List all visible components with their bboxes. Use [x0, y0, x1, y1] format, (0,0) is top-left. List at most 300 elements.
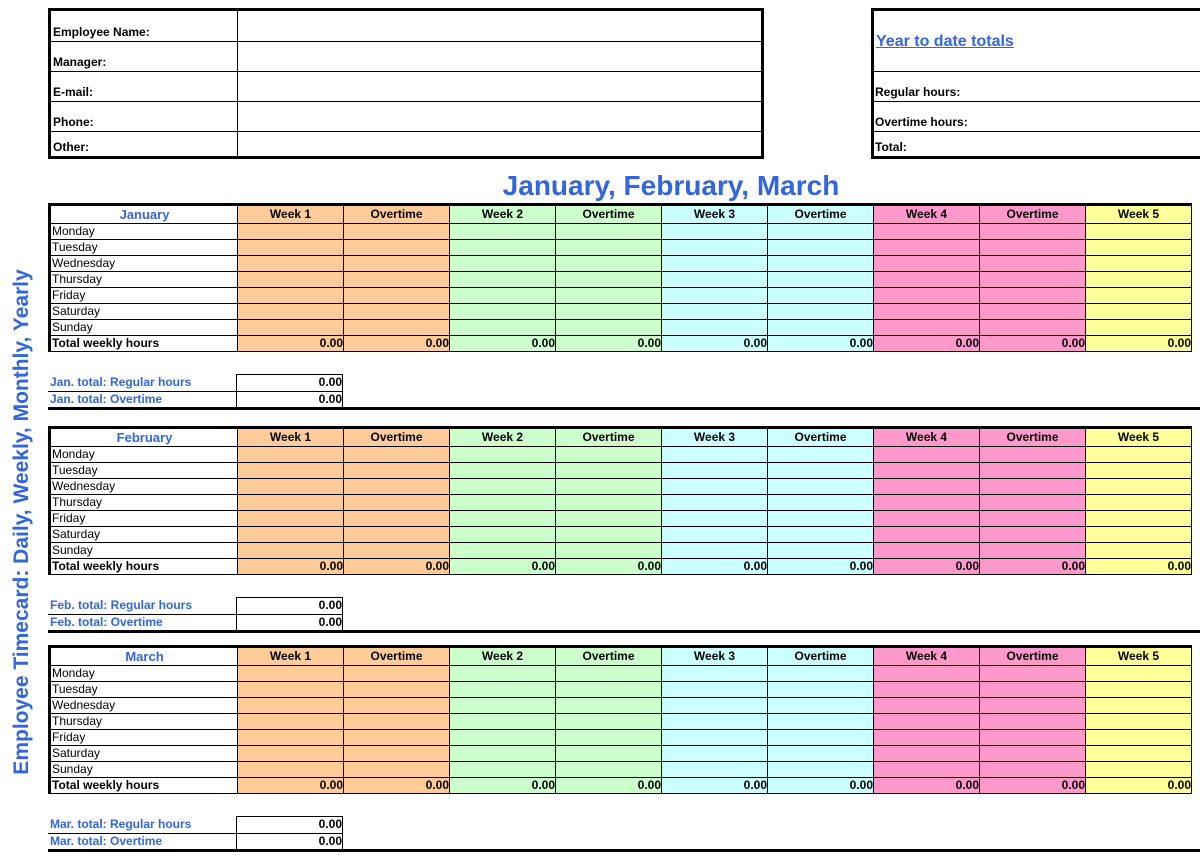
hours-cell[interactable]: [238, 288, 344, 304]
hours-cell[interactable]: [450, 666, 556, 682]
hours-cell[interactable]: [874, 714, 980, 730]
hours-cell[interactable]: [450, 240, 556, 256]
hours-cell[interactable]: [768, 746, 874, 762]
hours-cell[interactable]: [238, 511, 344, 527]
hours-cell[interactable]: [980, 224, 1086, 240]
ytd-link[interactable]: Year to date totals: [876, 33, 1014, 50]
hours-cell[interactable]: [768, 479, 874, 495]
column-header: Overtime: [980, 428, 1086, 447]
hours-cell[interactable]: [238, 543, 344, 559]
hours-cell[interactable]: [450, 463, 556, 479]
hours-cell[interactable]: [344, 714, 450, 730]
hours-cell[interactable]: [662, 463, 768, 479]
hours-cell[interactable]: [556, 495, 662, 511]
day-row: [50, 463, 1192, 479]
employee-name-field[interactable]: [237, 11, 761, 41]
hours-cell[interactable]: [768, 698, 874, 714]
hours-cell[interactable]: [556, 304, 662, 320]
other-field[interactable]: [237, 132, 761, 156]
hours-cell[interactable]: [980, 543, 1086, 559]
hours-cell[interactable]: [450, 256, 556, 272]
info-row-other: [51, 131, 761, 156]
column-header: Overtime: [768, 428, 874, 447]
total-label: Total weekly hours: [50, 336, 238, 352]
hours-cell[interactable]: [768, 730, 874, 746]
hours-cell[interactable]: [238, 714, 344, 730]
day-label: Sunday: [50, 320, 238, 336]
month-name: March: [50, 647, 238, 666]
summary-overtime-label: Feb. total: Overtime: [48, 614, 237, 631]
hours-cell[interactable]: [556, 288, 662, 304]
hours-cell[interactable]: [450, 527, 556, 543]
hours-cell[interactable]: [450, 288, 556, 304]
hours-cell[interactable]: [662, 746, 768, 762]
hours-cell[interactable]: [344, 256, 450, 272]
hours-cell[interactable]: [1086, 320, 1192, 336]
hours-cell[interactable]: [874, 272, 980, 288]
hours-cell[interactable]: [1086, 682, 1192, 698]
hours-cell[interactable]: [874, 666, 980, 682]
hours-cell[interactable]: [344, 304, 450, 320]
hours-cell[interactable]: [556, 479, 662, 495]
hours-cell[interactable]: [874, 762, 980, 778]
hours-cell[interactable]: [768, 288, 874, 304]
hours-cell[interactable]: [556, 730, 662, 746]
hours-cell[interactable]: [1086, 224, 1192, 240]
day-label: Friday: [50, 288, 238, 304]
day-row: [50, 527, 1192, 543]
hours-cell[interactable]: [450, 543, 556, 559]
hours-cell[interactable]: [344, 762, 450, 778]
hours-cell[interactable]: [874, 256, 980, 272]
day-label: Thursday: [50, 495, 238, 511]
hours-cell[interactable]: [344, 320, 450, 336]
hours-cell[interactable]: [662, 224, 768, 240]
hours-cell[interactable]: [980, 272, 1086, 288]
total-value: 0.00: [556, 559, 662, 575]
hours-cell[interactable]: [1086, 666, 1192, 682]
hours-cell[interactable]: [1086, 511, 1192, 527]
hours-cell[interactable]: [874, 240, 980, 256]
day-row: [50, 730, 1192, 746]
hours-cell[interactable]: [662, 730, 768, 746]
column-header: Week 4: [874, 428, 980, 447]
day-row: [50, 288, 1192, 304]
hours-cell[interactable]: [450, 682, 556, 698]
manager-field[interactable]: [237, 42, 761, 71]
day-label: Friday: [50, 730, 238, 746]
month-grid: [48, 203, 1192, 352]
hours-cell[interactable]: [768, 256, 874, 272]
hours-cell[interactable]: [556, 272, 662, 288]
hours-cell[interactable]: [662, 256, 768, 272]
hours-cell[interactable]: [662, 495, 768, 511]
column-header: Week 2: [450, 205, 556, 224]
hours-cell[interactable]: [874, 288, 980, 304]
hours-cell[interactable]: [344, 698, 450, 714]
column-header: Week 3: [662, 205, 768, 224]
hours-cell[interactable]: [238, 495, 344, 511]
total-value: 0.00: [238, 336, 344, 352]
total-value: 0.00: [450, 336, 556, 352]
hours-cell[interactable]: [874, 479, 980, 495]
hours-cell[interactable]: [1086, 463, 1192, 479]
hours-cell[interactable]: [344, 447, 450, 463]
info-label: Employee Name:: [53, 25, 150, 39]
hours-cell[interactable]: [1086, 762, 1192, 778]
hours-cell[interactable]: [768, 714, 874, 730]
hours-cell[interactable]: [238, 272, 344, 288]
day-row: [50, 240, 1192, 256]
hours-cell[interactable]: [874, 495, 980, 511]
hours-cell[interactable]: [344, 272, 450, 288]
hours-cell[interactable]: [874, 320, 980, 336]
summary-overtime-value: 0.00: [237, 614, 343, 631]
column-header: Week 5: [1086, 428, 1192, 447]
hours-cell[interactable]: [344, 746, 450, 762]
info-label: E-mail:: [53, 85, 94, 99]
hours-cell[interactable]: [556, 240, 662, 256]
column-header: Week 5: [1086, 205, 1192, 224]
hours-cell[interactable]: [768, 447, 874, 463]
summary-overtime-value: 0.00: [237, 833, 343, 850]
column-header: Week 4: [874, 647, 980, 666]
hours-cell[interactable]: [980, 256, 1086, 272]
email-field[interactable]: [237, 72, 761, 101]
hours-cell[interactable]: [768, 320, 874, 336]
hours-cell[interactable]: [556, 256, 662, 272]
hours-cell[interactable]: [874, 730, 980, 746]
day-label: Wednesday: [50, 256, 238, 272]
hours-cell[interactable]: [768, 666, 874, 682]
hours-cell[interactable]: [768, 762, 874, 778]
hours-cell[interactable]: [1086, 730, 1192, 746]
hours-cell[interactable]: [662, 666, 768, 682]
hours-cell[interactable]: [450, 224, 556, 240]
hours-cell[interactable]: [874, 447, 980, 463]
hours-cell[interactable]: [1086, 698, 1192, 714]
hours-cell[interactable]: [238, 698, 344, 714]
summary-overtime-value: 0.00: [237, 391, 343, 408]
hours-cell[interactable]: [662, 272, 768, 288]
column-header: Week 1: [238, 205, 344, 224]
hours-cell[interactable]: [344, 730, 450, 746]
column-header: Week 3: [662, 428, 768, 447]
summary-regular-value: 0.00: [237, 817, 343, 834]
hours-cell[interactable]: [344, 288, 450, 304]
hours-cell[interactable]: [238, 463, 344, 479]
total-value: 0.00: [768, 778, 874, 794]
total-row: [50, 778, 1192, 794]
day-row: [50, 224, 1192, 240]
hours-cell[interactable]: [768, 304, 874, 320]
info-row-email: [51, 71, 761, 101]
column-header: Week 4: [874, 205, 980, 224]
hours-cell[interactable]: [450, 447, 556, 463]
hours-cell[interactable]: [344, 463, 450, 479]
hours-cell[interactable]: [662, 682, 768, 698]
column-header: Overtime: [344, 428, 450, 447]
hours-cell[interactable]: [662, 479, 768, 495]
hours-cell[interactable]: [450, 479, 556, 495]
hours-cell[interactable]: [768, 682, 874, 698]
day-label: Monday: [50, 224, 238, 240]
hours-cell[interactable]: [768, 240, 874, 256]
hours-cell[interactable]: [556, 746, 662, 762]
month-separator: [48, 849, 1200, 852]
hours-cell[interactable]: [556, 463, 662, 479]
hours-cell[interactable]: [450, 511, 556, 527]
total-value: 0.00: [238, 778, 344, 794]
hours-cell[interactable]: [662, 543, 768, 559]
hours-cell[interactable]: [980, 682, 1086, 698]
column-header: Overtime: [556, 205, 662, 224]
column-header: Week 1: [238, 647, 344, 666]
hours-cell[interactable]: [662, 288, 768, 304]
month-grid: [48, 645, 1192, 794]
day-label: Wednesday: [50, 479, 238, 495]
hours-cell[interactable]: [556, 527, 662, 543]
hours-cell[interactable]: [238, 682, 344, 698]
hours-cell[interactable]: [344, 543, 450, 559]
hours-cell[interactable]: [344, 527, 450, 543]
column-header: Overtime: [980, 647, 1086, 666]
day-row: [50, 682, 1192, 698]
hours-cell[interactable]: [662, 447, 768, 463]
hours-cell[interactable]: [556, 224, 662, 240]
hours-cell[interactable]: [238, 224, 344, 240]
column-header: Overtime: [556, 428, 662, 447]
hours-cell[interactable]: [238, 527, 344, 543]
summary-regular-label: Feb. total: Regular hours: [48, 598, 237, 615]
day-label: Friday: [50, 511, 238, 527]
hours-cell[interactable]: [238, 240, 344, 256]
total-value: 0.00: [344, 336, 450, 352]
hours-cell[interactable]: [556, 698, 662, 714]
hours-cell[interactable]: [980, 746, 1086, 762]
total-value: 0.00: [450, 559, 556, 575]
hours-cell[interactable]: [450, 746, 556, 762]
day-label: Tuesday: [50, 682, 238, 698]
ytd-regular-label: Regular hours:: [875, 85, 961, 99]
column-header: Week 2: [450, 647, 556, 666]
hours-cell[interactable]: [980, 240, 1086, 256]
hours-cell[interactable]: [874, 543, 980, 559]
month-summary: [48, 374, 343, 409]
hours-cell[interactable]: [768, 527, 874, 543]
hours-cell[interactable]: [238, 479, 344, 495]
hours-cell[interactable]: [874, 682, 980, 698]
hours-cell[interactable]: [980, 447, 1086, 463]
hours-cell[interactable]: [556, 762, 662, 778]
header-row: [50, 647, 1192, 666]
info-label: Phone:: [53, 115, 94, 129]
hours-cell[interactable]: [1086, 304, 1192, 320]
hours-cell[interactable]: [980, 463, 1086, 479]
day-row: [50, 256, 1192, 272]
hours-cell[interactable]: [980, 762, 1086, 778]
total-value: 0.00: [874, 778, 980, 794]
hours-cell[interactable]: [1086, 288, 1192, 304]
hours-cell[interactable]: [1086, 256, 1192, 272]
hours-cell[interactable]: [238, 447, 344, 463]
hours-cell[interactable]: [768, 543, 874, 559]
day-row: [50, 495, 1192, 511]
hours-cell[interactable]: [874, 527, 980, 543]
info-label: Other:: [53, 140, 89, 154]
hours-cell[interactable]: [238, 746, 344, 762]
total-label: Total weekly hours: [50, 778, 238, 794]
employee-info-box: [48, 8, 764, 159]
month-separator: [48, 630, 1200, 633]
hours-cell[interactable]: [450, 714, 556, 730]
hours-cell[interactable]: [556, 543, 662, 559]
hours-cell[interactable]: [450, 320, 556, 336]
hours-cell[interactable]: [238, 256, 344, 272]
hours-cell[interactable]: [344, 495, 450, 511]
hours-cell[interactable]: [556, 447, 662, 463]
hours-cell[interactable]: [238, 666, 344, 682]
day-label: Saturday: [50, 304, 238, 320]
hours-cell[interactable]: [662, 320, 768, 336]
summary-regular-value: 0.00: [237, 598, 343, 615]
hours-cell[interactable]: [344, 511, 450, 527]
ytd-box: [871, 8, 1200, 159]
hours-cell[interactable]: [980, 304, 1086, 320]
hours-cell[interactable]: [450, 698, 556, 714]
hours-cell[interactable]: [238, 320, 344, 336]
hours-cell[interactable]: [662, 511, 768, 527]
hours-cell[interactable]: [980, 495, 1086, 511]
ytd-row-overtime: [874, 101, 1200, 131]
total-row: [50, 559, 1192, 575]
day-row: [50, 304, 1192, 320]
day-label: Sunday: [50, 762, 238, 778]
summary-overtime-label: Jan. total: Overtime: [48, 391, 237, 408]
column-header: Week 5: [1086, 647, 1192, 666]
hours-cell[interactable]: [662, 527, 768, 543]
hours-cell[interactable]: [1086, 495, 1192, 511]
total-value: 0.00: [662, 559, 768, 575]
phone-field[interactable]: [237, 102, 761, 131]
hours-cell[interactable]: [556, 666, 662, 682]
hours-cell[interactable]: [662, 240, 768, 256]
hours-cell[interactable]: [556, 714, 662, 730]
hours-cell[interactable]: [662, 698, 768, 714]
hours-cell[interactable]: [556, 320, 662, 336]
hours-cell[interactable]: [980, 320, 1086, 336]
hours-cell[interactable]: [874, 746, 980, 762]
hours-cell[interactable]: [980, 730, 1086, 746]
total-value: 0.00: [874, 336, 980, 352]
hours-cell[interactable]: [662, 762, 768, 778]
header-row: [50, 428, 1192, 447]
summary-regular-label: Jan. total: Regular hours: [48, 375, 237, 392]
hours-cell[interactable]: [1086, 714, 1192, 730]
total-value: 0.00: [556, 778, 662, 794]
column-header: Overtime: [768, 205, 874, 224]
hours-cell[interactable]: [874, 304, 980, 320]
hours-cell[interactable]: [874, 698, 980, 714]
hours-cell[interactable]: [768, 511, 874, 527]
hours-cell[interactable]: [1086, 272, 1192, 288]
hours-cell[interactable]: [980, 527, 1086, 543]
hours-cell[interactable]: [344, 666, 450, 682]
day-row: [50, 479, 1192, 495]
hours-cell[interactable]: [768, 463, 874, 479]
day-row: [50, 447, 1192, 463]
hours-cell[interactable]: [980, 666, 1086, 682]
hours-cell[interactable]: [1086, 447, 1192, 463]
hours-cell[interactable]: [238, 730, 344, 746]
day-row: [50, 543, 1192, 559]
hours-cell[interactable]: [768, 224, 874, 240]
column-header: Overtime: [980, 205, 1086, 224]
hours-cell[interactable]: [874, 224, 980, 240]
hours-cell[interactable]: [980, 288, 1086, 304]
day-label: Tuesday: [50, 240, 238, 256]
hours-cell[interactable]: [874, 463, 980, 479]
day-row: [50, 511, 1192, 527]
hours-cell[interactable]: [1086, 746, 1192, 762]
hours-cell[interactable]: [980, 479, 1086, 495]
total-value: 0.00: [980, 778, 1086, 794]
total-value: 0.00: [556, 336, 662, 352]
hours-cell[interactable]: [980, 511, 1086, 527]
hours-cell[interactable]: [1086, 527, 1192, 543]
info-row-name: [51, 11, 761, 41]
hours-cell[interactable]: [662, 304, 768, 320]
hours-cell[interactable]: [980, 714, 1086, 730]
hours-cell[interactable]: [662, 714, 768, 730]
total-label: Total weekly hours: [50, 559, 238, 575]
hours-cell[interactable]: [238, 762, 344, 778]
month-name: January: [50, 205, 238, 224]
day-row: [50, 666, 1192, 682]
hours-cell[interactable]: [344, 682, 450, 698]
hours-cell[interactable]: [556, 682, 662, 698]
column-header: Overtime: [556, 647, 662, 666]
month-summary: [48, 816, 343, 851]
day-label: Tuesday: [50, 463, 238, 479]
hours-cell[interactable]: [1086, 479, 1192, 495]
hours-cell[interactable]: [768, 272, 874, 288]
hours-cell[interactable]: [450, 272, 556, 288]
hours-cell[interactable]: [450, 762, 556, 778]
total-value: 0.00: [768, 559, 874, 575]
hours-cell[interactable]: [1086, 240, 1192, 256]
total-value: 0.00: [662, 778, 768, 794]
hours-cell[interactable]: [874, 511, 980, 527]
total-value: 0.00: [238, 559, 344, 575]
hours-cell[interactable]: [450, 495, 556, 511]
day-row: [50, 714, 1192, 730]
hours-cell[interactable]: [450, 304, 556, 320]
hours-cell[interactable]: [344, 240, 450, 256]
hours-cell[interactable]: [1086, 543, 1192, 559]
hours-cell[interactable]: [980, 698, 1086, 714]
day-label: Saturday: [50, 746, 238, 762]
hours-cell[interactable]: [450, 730, 556, 746]
day-label: Monday: [50, 447, 238, 463]
hours-cell[interactable]: [344, 479, 450, 495]
hours-cell[interactable]: [768, 495, 874, 511]
hours-cell[interactable]: [556, 511, 662, 527]
total-value: 0.00: [662, 336, 768, 352]
total-value: 0.00: [450, 778, 556, 794]
hours-cell[interactable]: [238, 304, 344, 320]
hours-cell[interactable]: [344, 224, 450, 240]
